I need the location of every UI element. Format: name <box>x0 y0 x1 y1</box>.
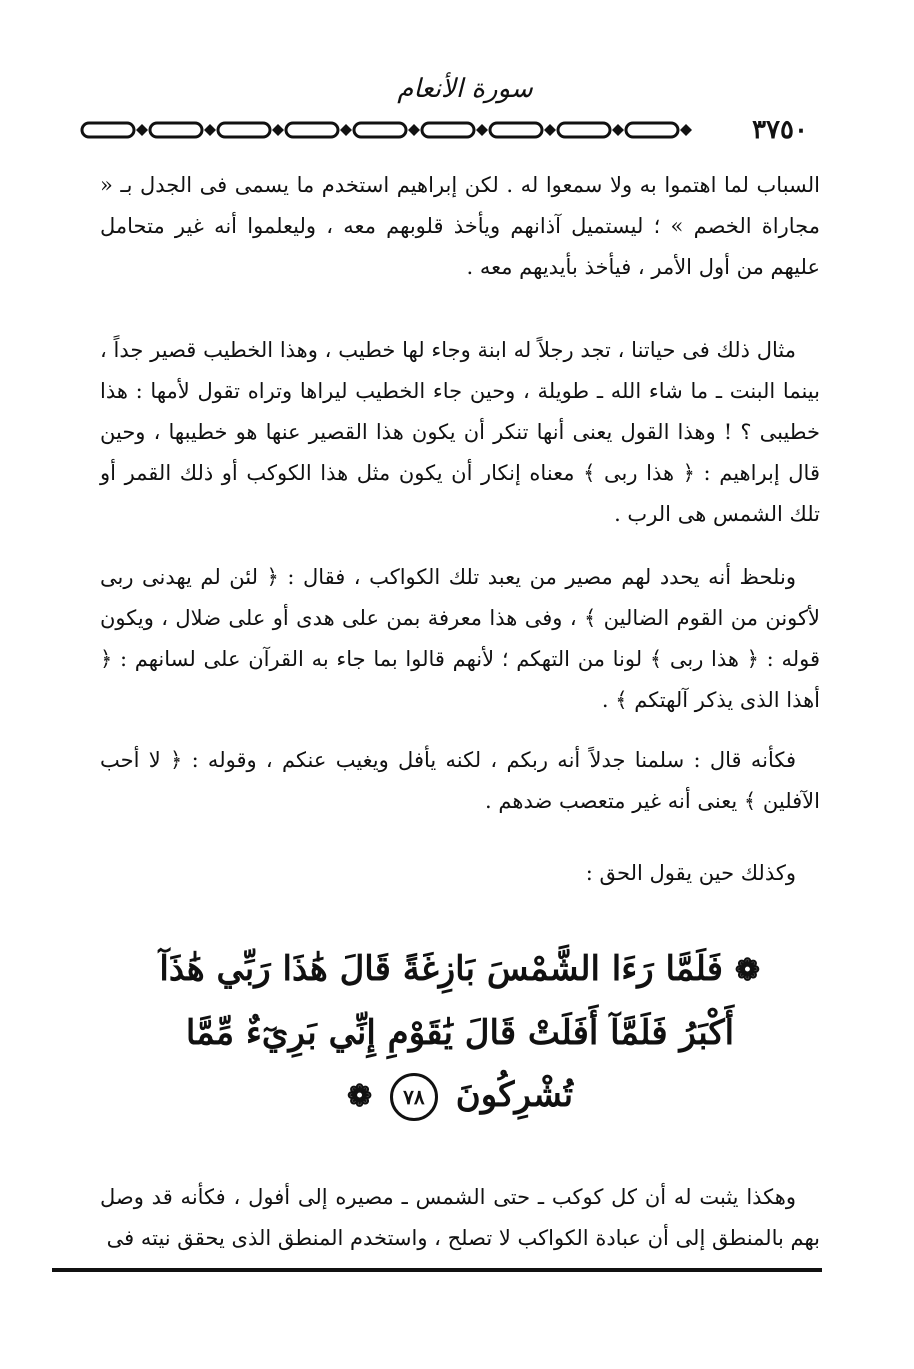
paragraph-text: فكأنه قال : سلمنا جدلاً أنه ربكم ، لكنه يأفل ويغيب عنكم ، وقوله : ﴿ لا أحب الآفلين ﴾ يعنى أنه غير متعصب ضدهم . <box>100 748 820 813</box>
page-header <box>80 112 840 148</box>
verse-text-1: فَلَمَّا رَءَا الشَّمْسَ بَازِغَةً قَالَ هَٰذَا رَبِّي هَٰذَآ <box>159 949 724 989</box>
verse-text-3: تُشْرِكُونَ <box>455 1075 574 1115</box>
paragraph-2 <box>100 330 820 535</box>
verse-text-2: أَكْبَرُ فَلَمَّآ أَفَلَتْ قَالَ يَٰقَوْمِ إِنِّي بَرِيٓءٌ مِّمَّا <box>185 1013 735 1053</box>
verse-line-3 <box>160 1064 760 1128</box>
paragraph-1 <box>100 165 820 288</box>
closing-paragraph <box>100 1177 820 1259</box>
verse-line-2 <box>160 1002 760 1064</box>
paragraph-5 <box>100 853 820 894</box>
surah-title: سورة الأنعام <box>397 74 533 104</box>
paragraph-text: وهكذا يثبت له أن كل كوكب ـ حتى الشمس ـ مصيره إلى أفول ، فكأنه قد وصل بهم بالمنطق إلى أن عبادة الكواكب لا تصلح ، واستخدم المنطق الذى يحقق نيته فى <box>100 1185 820 1250</box>
quran-verse <box>160 938 760 1128</box>
paragraph-text: مثال ذلك فى حياتنا ، تجد رجلاً له ابنة وجاء لها خطيب ، وهذا الخطيب قصير جداً ، بينما البنت ـ ما شاء الله ـ طويلة ، وحين جاء الخطيب ليراها وتراه تقول لأمها : هذا خطيبى ؟ ! وهذا القول يعنى أنها تنكر أن يكون هذا القصير عنها هو خطيبها ، وحين قال إبراهيم : ﴿ هذا ربى ﴾ معناه إنكار أن يكون مثل هذا الكوكب أو ذلك القمر أو تلك الشمس هى الرب . <box>100 338 820 526</box>
paragraph-text: ونلحظ أنه يحدد لهم مصير من يعبد تلك الكواكب ، فقال : ﴿ لئن لم يهدنى ربى لأكونن من القوم الضالين ﴾ ، وفى هذا معرفة بمن على هدى أو على ضلال ، ويكون قوله : ﴿ هذا ربى ﴾ لونا من التهكم ؛ لأنهم قالوا بما جاء به القرآن على لسانهم : ﴿ أهذا الذى يذكر آلهتكم ﴾ . <box>100 565 820 712</box>
verse-line-1 <box>160 938 760 1002</box>
paragraph-3 <box>100 557 820 721</box>
paragraph-4 <box>100 740 820 822</box>
paragraph-text: السباب لما اهتموا به ولا سمعوا له . لكن إبراهيم استخدم ما يسمى فى الجدل بـ « مجاراة الخصم » ؛ ليستميل آذانهم ويأخذ قلوبهم معه ، وليعلموا أنه غير متحامل عليهم من أول الأمر ، فيأخذ بأيديهم معه . <box>100 173 820 279</box>
ayah-number-badge: ٧٨ <box>390 1073 438 1121</box>
chain-ornament-divider <box>80 118 710 142</box>
verse-open-ornament-icon: ❁ <box>734 953 760 988</box>
footer-rule <box>52 1268 822 1272</box>
page-number: ٣٧٥٠ <box>752 115 808 145</box>
verse-close-ornament-icon: ❁ <box>346 1079 373 1114</box>
paragraph-text: وكذلك حين يقول الحق : <box>585 861 796 885</box>
